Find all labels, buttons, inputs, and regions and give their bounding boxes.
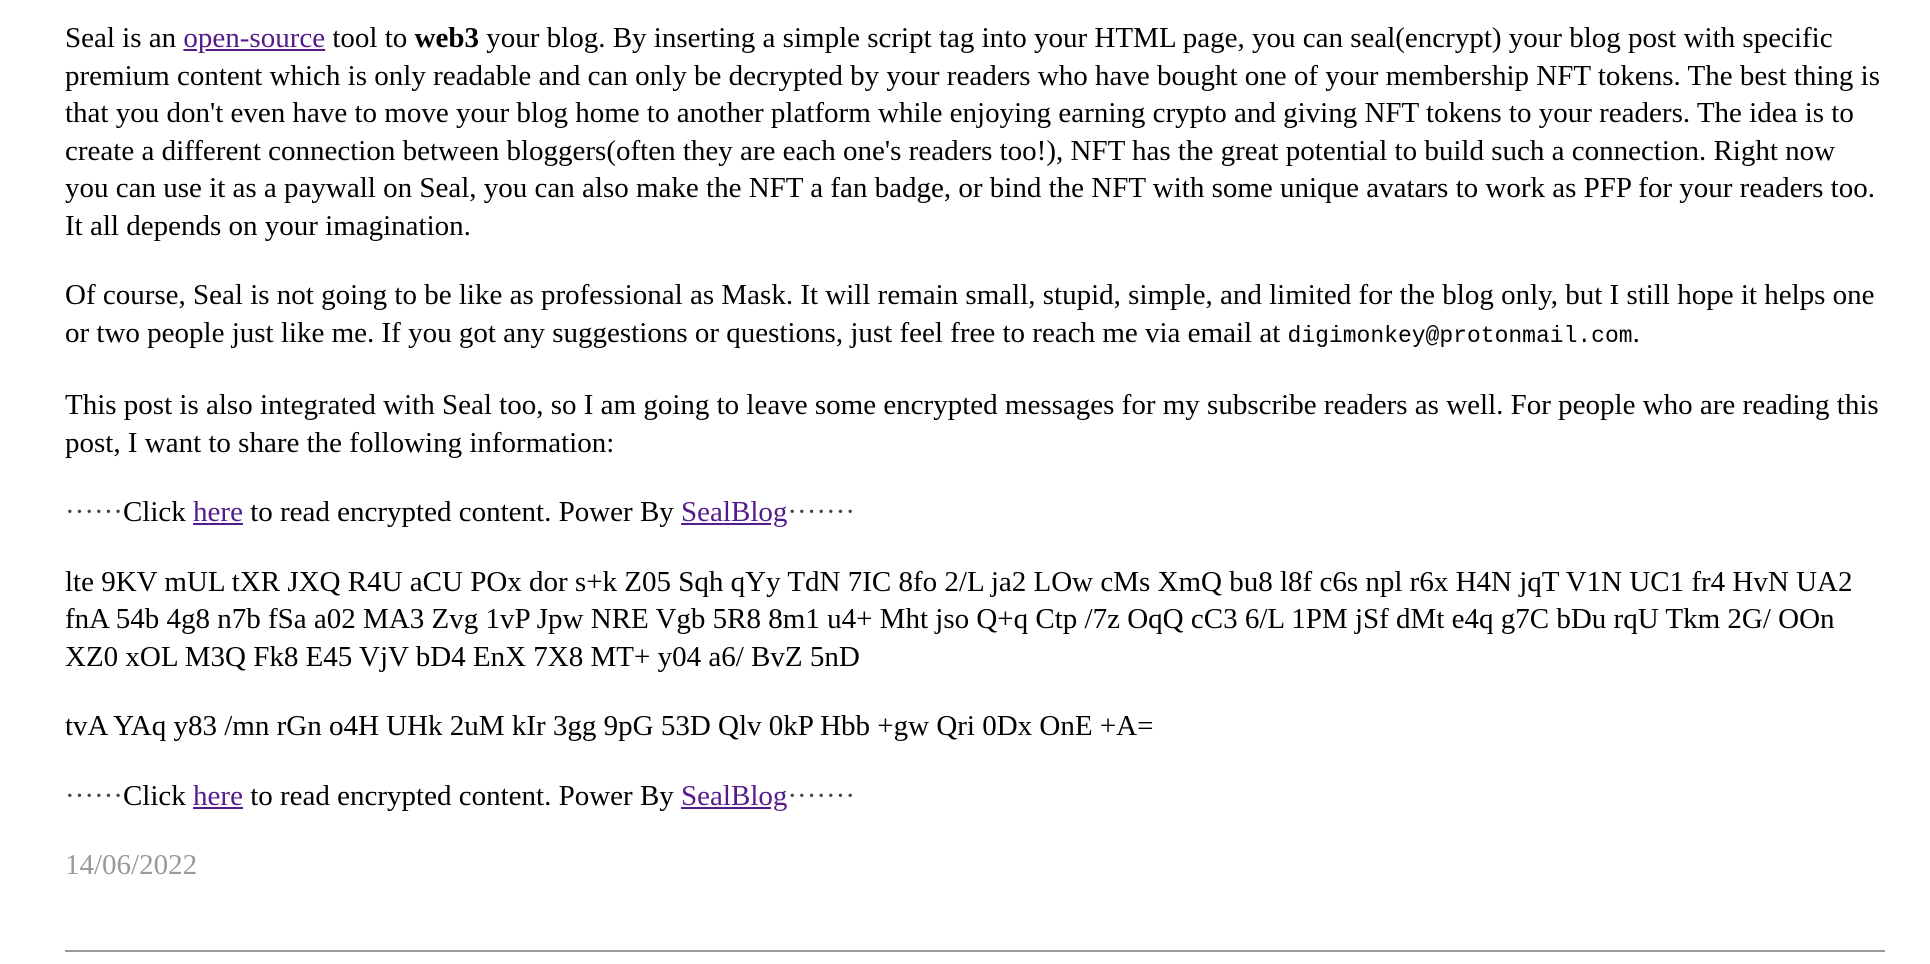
course-period: .	[1632, 316, 1640, 349]
notice-middle-text: to read encrypted content. Power By	[242, 779, 682, 812]
seal-notice-top	[65, 494, 1885, 532]
footer-divider	[65, 950, 1885, 952]
intro-text-3: your blog. By inserting a simple script tag into your HTML page, you can seal(encrypt) your blog post with specific premium content which is only readable and can only be decrypted by your readers who have bought one of your membership NFT tokens. The best thing is that you don't even have to move your blog home to another platform while enjoying earning crypto and giving NFT tokens to your readers. The idea is to create a different connection between bloggers(often they are each one's readers too!), NFT has the great potential to build such a connection. Right now you can use it as a paywall on Seal, you can also make the NFT a fan badge, or bind the NFT with some unique avatars to work as PFP for your readers too. It all depends on your imagination.	[65, 22, 1881, 242]
notice-dots-after: ·······	[787, 496, 855, 528]
seal-notice-bottom	[65, 778, 1885, 816]
intro-text-1: Seal is an	[65, 22, 184, 54]
integration-paragraph: This post is also integrated with Seal too, so I am going to leave some encrypted messages for my subscribe readers as well. For people who are reading this post, I want to share the following information:	[65, 389, 1879, 459]
notice-dots-after: ·······	[787, 779, 855, 812]
course-text: Of course, Seal is not going to be like as professional as Mask. It will remain small, stupid, simple, and limited for the blog only, but I still hope it helps one or two people just like me. If you got any suggestions or questions, just feel free to reach me via email at	[65, 279, 1875, 349]
notice-middle-text: to read encrypted content. Power By	[242, 496, 682, 528]
notice-click-text: Click	[122, 779, 194, 812]
blog-post-body	[65, 20, 1885, 885]
read-encrypted-link[interactable]: here	[193, 779, 243, 812]
notice-click-text: Click	[122, 496, 194, 528]
intro-paragraph	[65, 20, 1885, 245]
intro-text-2: tool to	[325, 22, 415, 54]
encrypted-block-1: lte 9KV mUL tXR JXQ R4U aCU POx dor s+k Z05 Sqh qYy TdN 7IC 8fo 2/L ja2 LOw cMs XmQ bu8 l8f c6s npl r6x H4N jqT V1N UC1 fr4 HvN UA2 fnA 54b 4g8 n7b fSa a02 MA3 Zvg 1vP Jpw NRE Vgb 5R8 8m1 u4+ Mht jso Q+q Ctp /7z OqQ cC3 6/L 1PM jSf dMt e4q g7C bDu rqU Tkm 2G/ OOn XZ0 xOL M3Q Fk8 E45 VjV bD4 EnX 7X8 MT+ y04 a6/ BvZ 5nD	[65, 565, 1853, 673]
sealblog-link[interactable]: SealBlog	[681, 779, 788, 812]
post-date: 14/06/2022	[65, 849, 198, 881]
contact-email: digimonkey@protonmail.com	[1287, 322, 1633, 349]
sealblog-link[interactable]: SealBlog	[681, 496, 788, 528]
notice-dots-before: ······	[65, 779, 123, 812]
read-encrypted-link[interactable]: here	[193, 496, 243, 528]
open-source-link[interactable]: open-source	[183, 22, 326, 54]
encrypted-block-2: tvA YAq y83 /mn rGn o4H UHk 2uM kIr 3gg 9pG 53D Qlv 0kP Hbb +gw Qri 0Dx OnE +A=	[65, 710, 1154, 742]
course-paragraph	[65, 277, 1885, 355]
notice-dots-before: ······	[65, 496, 123, 528]
web3-bold: web3	[414, 22, 479, 54]
